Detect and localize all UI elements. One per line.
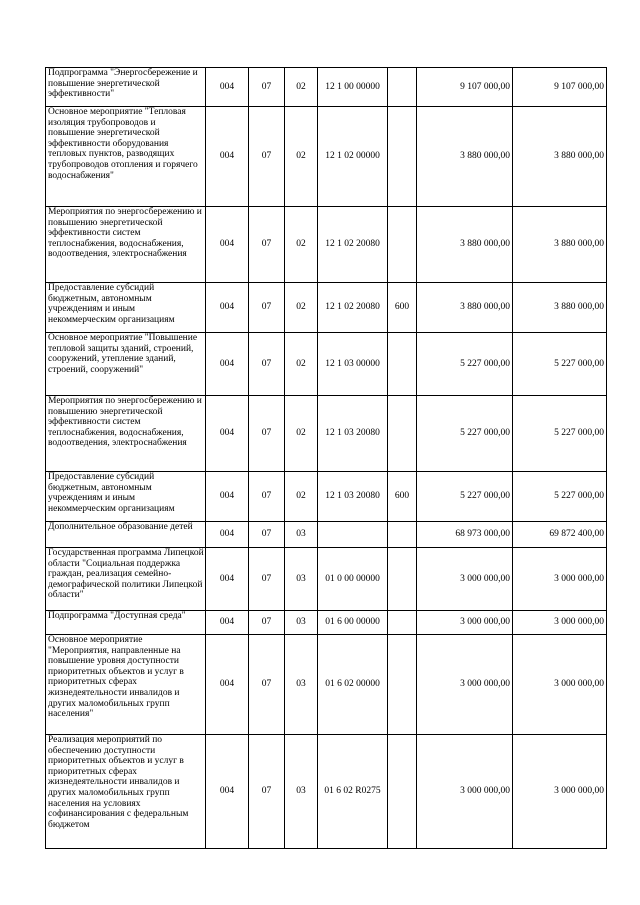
table-row bbox=[46, 735, 607, 849]
target-article bbox=[318, 522, 388, 548]
amount-year-1: 9 107 000,00 bbox=[417, 68, 513, 107]
admin-code: 004 bbox=[206, 548, 249, 611]
admin-code: 004 bbox=[206, 207, 249, 283]
table-row bbox=[46, 107, 607, 207]
target-article: 12 1 03 20080 bbox=[318, 396, 388, 472]
admin-code: 004 bbox=[206, 735, 249, 849]
expense-type bbox=[388, 207, 417, 283]
amount-year-1: 5 227 000,00 bbox=[417, 396, 513, 472]
expense-type bbox=[388, 635, 417, 735]
row-name: Основное мероприятие "Мероприятия, направленные на повышение уровня доступности приоритетных объектов и услуг в приоритетных сферах жизнедеятельности инвалидов и других маломобильных групп населения" bbox=[46, 635, 206, 735]
subsection-code: 02 bbox=[285, 396, 318, 472]
amount-year-2: 3 000 000,00 bbox=[513, 635, 607, 735]
subsection-code: 03 bbox=[285, 548, 318, 611]
table-row bbox=[46, 635, 607, 735]
expense-type bbox=[388, 68, 417, 107]
amount-year-2: 3 880 000,00 bbox=[513, 283, 607, 333]
section-code: 07 bbox=[249, 611, 285, 635]
table-row bbox=[46, 333, 607, 396]
subsection-code: 02 bbox=[285, 68, 318, 107]
table-row bbox=[46, 548, 607, 611]
table-row bbox=[46, 207, 607, 283]
row-name: Мероприятия по энергосбережению и повышению энергетической эффективности систем теплоснабжения, водоснабжения, водоотведения, электроснабжения bbox=[46, 207, 206, 283]
target-article: 12 1 03 20080 bbox=[318, 472, 388, 522]
section-code: 07 bbox=[249, 68, 285, 107]
amount-year-2: 3 880 000,00 bbox=[513, 107, 607, 207]
subsection-code: 03 bbox=[285, 611, 318, 635]
section-code: 07 bbox=[249, 635, 285, 735]
admin-code: 004 bbox=[206, 635, 249, 735]
amount-year-1: 3 000 000,00 bbox=[417, 735, 513, 849]
section-code: 07 bbox=[249, 548, 285, 611]
amount-year-1: 5 227 000,00 bbox=[417, 333, 513, 396]
amount-year-1: 3 000 000,00 bbox=[417, 635, 513, 735]
expense-type bbox=[388, 735, 417, 849]
subsection-code: 03 bbox=[285, 522, 318, 548]
row-name: Предоставление субсидий бюджетным, автономным учреждениям и иным некоммерческим организациям bbox=[46, 472, 206, 522]
amount-year-2: 5 227 000,00 bbox=[513, 396, 607, 472]
section-code: 07 bbox=[249, 107, 285, 207]
admin-code: 004 bbox=[206, 472, 249, 522]
row-name: Основное мероприятие "Тепловая изоляция трубопроводов и повышение энергетической эффективности оборудования тепловых пунктов, разводящих трубопроводов отопления и горячего водоснабжения" bbox=[46, 107, 206, 207]
table-row bbox=[46, 283, 607, 333]
row-name: Подпрограмма "Энергосбережение и повышение энергетической эффективности" bbox=[46, 68, 206, 107]
target-article: 12 1 00 00000 bbox=[318, 68, 388, 107]
admin-code: 004 bbox=[206, 333, 249, 396]
row-name: Мероприятия по энергосбережению и повышению энергетической эффективности систем теплоснабжения, водоснабжения, водоотведения, электроснабжения bbox=[46, 396, 206, 472]
subsection-code: 03 bbox=[285, 735, 318, 849]
admin-code: 004 bbox=[206, 396, 249, 472]
table-row bbox=[46, 611, 607, 635]
admin-code: 004 bbox=[206, 611, 249, 635]
row-name: Реализация мероприятий по обеспечению доступности приоритетных объектов и услуг в приоритетных сферах жизнедеятельности инвалидов и других маломобильных групп населения на условиях софинансирования с федеральным бюджетом bbox=[46, 735, 206, 849]
amount-year-2: 3 000 000,00 bbox=[513, 611, 607, 635]
budget-table bbox=[45, 67, 607, 849]
amount-year-2: 69 872 400,00 bbox=[513, 522, 607, 548]
table-body bbox=[46, 68, 607, 849]
target-article: 12 1 02 00000 bbox=[318, 107, 388, 207]
table-row bbox=[46, 522, 607, 548]
table-row bbox=[46, 396, 607, 472]
section-code: 07 bbox=[249, 396, 285, 472]
expense-type bbox=[388, 522, 417, 548]
row-name: Предоставление субсидий бюджетным, автономным учреждениям и иным некоммерческим организациям bbox=[46, 283, 206, 333]
section-code: 07 bbox=[249, 283, 285, 333]
subsection-code: 02 bbox=[285, 333, 318, 396]
target-article: 01 0 00 00000 bbox=[318, 548, 388, 611]
amount-year-1: 3 000 000,00 bbox=[417, 611, 513, 635]
expense-type: 600 bbox=[388, 283, 417, 333]
target-article: 01 6 02 00000 bbox=[318, 635, 388, 735]
subsection-code: 03 bbox=[285, 635, 318, 735]
expense-type bbox=[388, 396, 417, 472]
amount-year-2: 3 000 000,00 bbox=[513, 548, 607, 611]
target-article: 12 1 02 20080 bbox=[318, 283, 388, 333]
admin-code: 004 bbox=[206, 283, 249, 333]
row-name: Дополнительное образование детей bbox=[46, 522, 206, 548]
amount-year-2: 3 000 000,00 bbox=[513, 735, 607, 849]
table-row bbox=[46, 472, 607, 522]
amount-year-1: 3 880 000,00 bbox=[417, 207, 513, 283]
expense-type bbox=[388, 333, 417, 396]
amount-year-1: 3 000 000,00 bbox=[417, 548, 513, 611]
expense-type bbox=[388, 611, 417, 635]
row-name: Подпрограмма "Доступная среда" bbox=[46, 611, 206, 635]
target-article: 12 1 02 20080 bbox=[318, 207, 388, 283]
section-code: 07 bbox=[249, 333, 285, 396]
subsection-code: 02 bbox=[285, 107, 318, 207]
amount-year-1: 68 973 000,00 bbox=[417, 522, 513, 548]
amount-year-1: 3 880 000,00 bbox=[417, 283, 513, 333]
table-row bbox=[46, 68, 607, 107]
subsection-code: 02 bbox=[285, 283, 318, 333]
amount-year-2: 5 227 000,00 bbox=[513, 333, 607, 396]
section-code: 07 bbox=[249, 207, 285, 283]
target-article: 01 6 02 R0275 bbox=[318, 735, 388, 849]
target-article: 01 6 00 00000 bbox=[318, 611, 388, 635]
subsection-code: 02 bbox=[285, 472, 318, 522]
row-name: Государственная программа Липецкой области "Социальная поддержка граждан, реализация семейно-демографической политики Липецкой области" bbox=[46, 548, 206, 611]
amount-year-1: 5 227 000,00 bbox=[417, 472, 513, 522]
section-code: 07 bbox=[249, 472, 285, 522]
admin-code: 004 bbox=[206, 522, 249, 548]
amount-year-2: 3 880 000,00 bbox=[513, 207, 607, 283]
section-code: 07 bbox=[249, 735, 285, 849]
target-article: 12 1 03 00000 bbox=[318, 333, 388, 396]
expense-type bbox=[388, 548, 417, 611]
section-code: 07 bbox=[249, 522, 285, 548]
amount-year-1: 3 880 000,00 bbox=[417, 107, 513, 207]
amount-year-2: 9 107 000,00 bbox=[513, 68, 607, 107]
subsection-code: 02 bbox=[285, 207, 318, 283]
expense-type: 600 bbox=[388, 472, 417, 522]
row-name: Основное мероприятие "Повышение тепловой защиты зданий, строений, сооружений, утепление зданий, строений, сооружений" bbox=[46, 333, 206, 396]
amount-year-2: 5 227 000,00 bbox=[513, 472, 607, 522]
admin-code: 004 bbox=[206, 68, 249, 107]
admin-code: 004 bbox=[206, 107, 249, 207]
expense-type bbox=[388, 107, 417, 207]
